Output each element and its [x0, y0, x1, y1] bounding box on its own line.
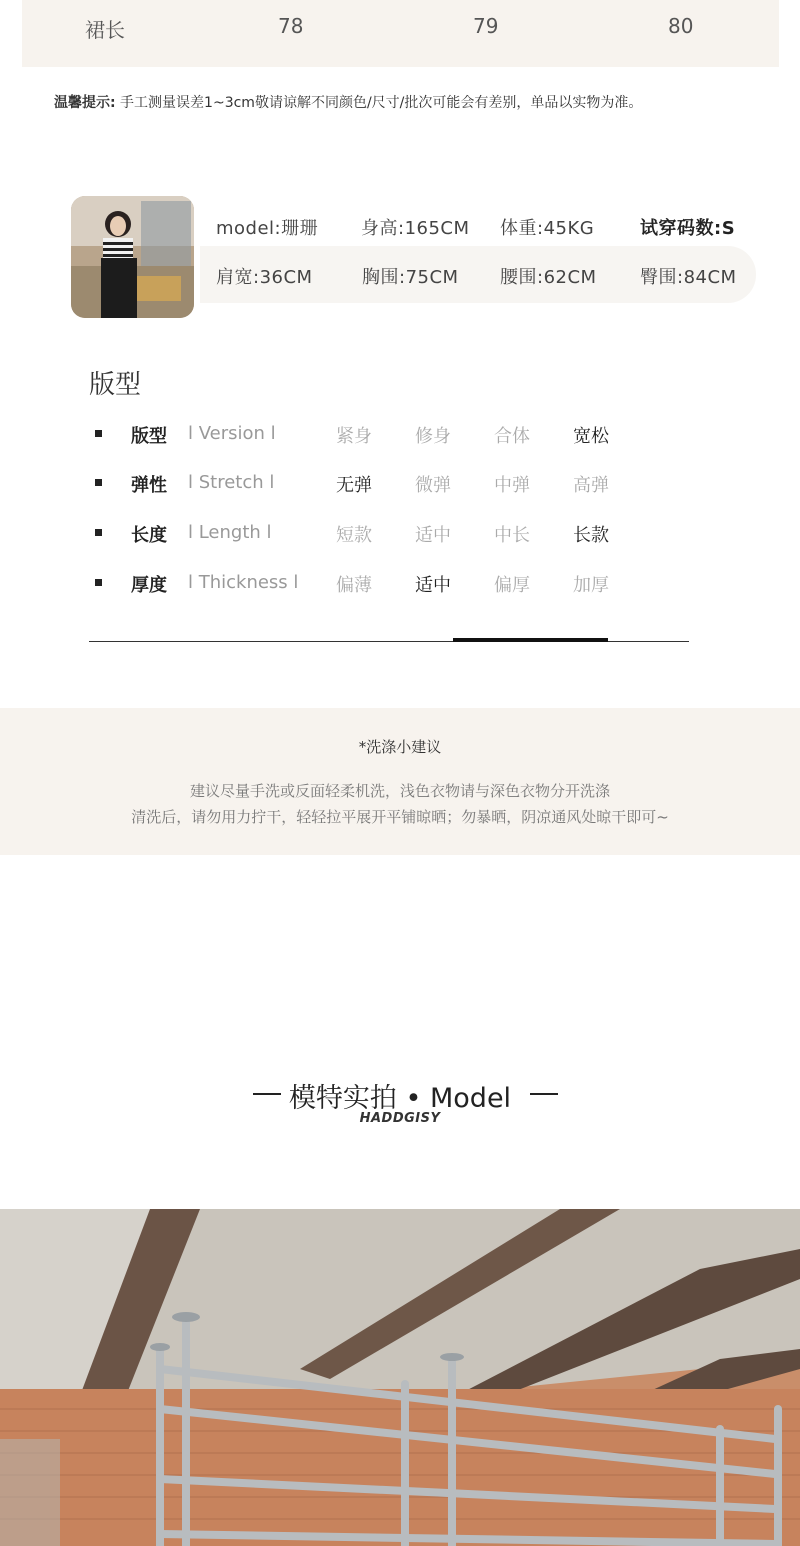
fit-option-selected: 无弹 [336, 475, 372, 496]
size-table-row [22, 0, 779, 67]
fit-option: 短款 [336, 525, 372, 546]
tip-label: 温馨提示: [54, 95, 116, 111]
model-shoot-title: 模特实拍 • Model [288, 1083, 512, 1114]
fit-row-length [0, 519, 800, 549]
model-weight: 体重:45KG [500, 218, 595, 239]
fit-option: 适中 [415, 525, 451, 546]
model-waist: 腰围:62CM [500, 267, 597, 288]
fit-row-version [0, 420, 800, 450]
measurement-tip [54, 92, 642, 112]
model-height: 身高:165CM [361, 218, 470, 239]
fit-option: 高弹 [573, 475, 609, 496]
fit-option: 加厚 [573, 575, 609, 596]
fit-row-en: l Stretch l [188, 472, 275, 493]
fit-option: 合体 [494, 426, 530, 447]
fit-row-name: 弹性 [131, 475, 167, 496]
fit-option-selected: 适中 [415, 575, 451, 596]
bullet-icon [95, 430, 102, 437]
fit-option: 微弹 [415, 475, 451, 496]
bullet-icon [95, 479, 102, 486]
size-row-label: 裙长 [85, 18, 125, 42]
model-photo [0, 1209, 800, 1546]
fit-row-name: 厚度 [131, 575, 167, 596]
fit-row-stretch [0, 469, 800, 499]
fit-option: 紧身 [336, 426, 372, 447]
bullet-icon [95, 579, 102, 586]
fit-row-en: l Thickness l [188, 572, 299, 593]
size-value: 79 [473, 14, 499, 38]
fit-row-thickness [0, 569, 800, 599]
model-name: model:珊珊 [216, 218, 319, 239]
model-shoulder: 肩宽:36CM [216, 267, 313, 288]
fit-option: 偏薄 [336, 575, 372, 596]
size-value: 78 [278, 14, 304, 38]
wash-line-1: 建议尽量手洗或反面轻柔机洗，浅色衣物请与深色衣物分开洗涤 [189, 782, 610, 800]
fit-option-selected: 宽松 [573, 426, 609, 447]
fit-row-name: 版型 [131, 426, 167, 447]
model-shoot-subtitle: HADDGISY [359, 1111, 441, 1126]
fit-row-en: l Length l [188, 522, 272, 543]
wash-line-2: 清洗后，请勿用力拧干，轻轻拉平展开平铺晾晒；勿暴晒，阴凉通风处晾干即可~ [131, 808, 669, 826]
wash-advice-box [0, 708, 800, 855]
fit-row-name: 长度 [131, 525, 167, 546]
tip-text: 手工测量误差1~3cm敬请谅解不同颜色/尺寸/批次可能会有差别，单品以实物为准。 [115, 95, 643, 111]
fit-option: 中长 [494, 525, 530, 546]
fit-option-selected: 长款 [573, 525, 609, 546]
model-bust: 胸围:75CM [362, 267, 459, 288]
fit-row-en: l Version l [188, 423, 276, 444]
fit-option: 修身 [415, 426, 451, 447]
bullet-icon [95, 529, 102, 536]
fit-option: 偏厚 [494, 575, 530, 596]
fit-option: 中弹 [494, 475, 530, 496]
wash-title: *洗涤小建议 [358, 738, 442, 756]
model-size: 试穿码数:S [640, 218, 736, 239]
size-value: 80 [668, 14, 694, 38]
model-hip: 臀围:84CM [640, 267, 737, 288]
model-avatar [71, 196, 194, 318]
divider-accent [453, 638, 608, 642]
fit-section-title: 版型 [89, 370, 142, 400]
